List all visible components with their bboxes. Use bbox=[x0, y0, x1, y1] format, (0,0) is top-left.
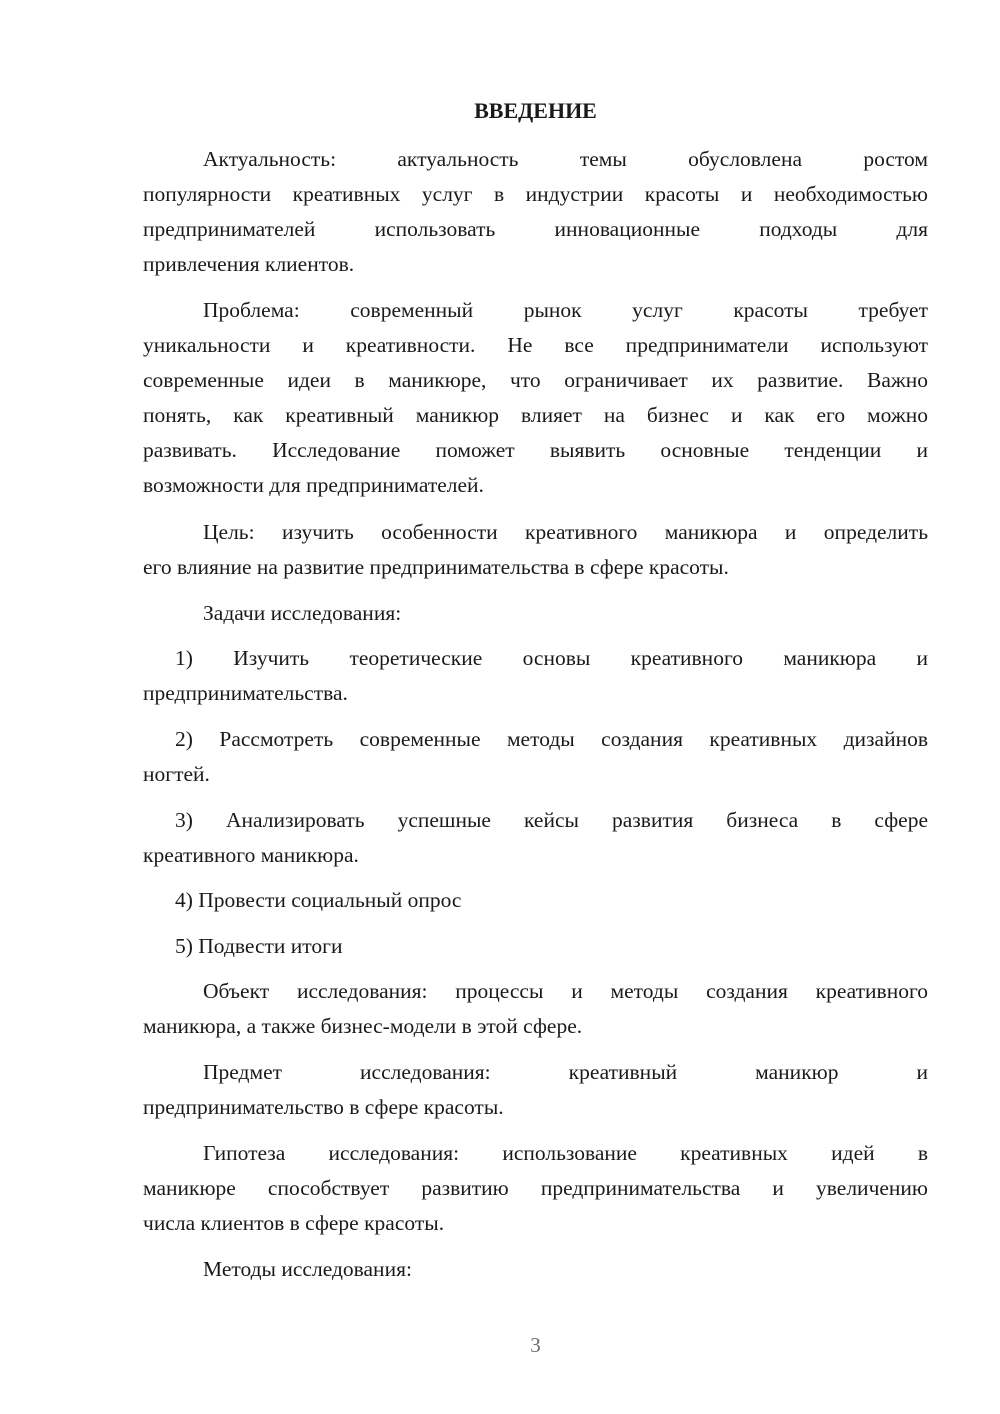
text-line: Гипотеза исследования: использование креативных идей в bbox=[203, 1141, 928, 1165]
text-line: предпринимателей использовать инновационные подходы для bbox=[143, 217, 928, 241]
paragraph-problem bbox=[143, 293, 928, 503]
text-line: маникюра, а также бизнес-модели в этой сфере. bbox=[143, 1014, 583, 1038]
paragraph-hypothesis bbox=[143, 1136, 928, 1241]
text-line: предпринимательства. bbox=[143, 681, 348, 705]
text-line: Предмет исследования: креативный маникюр и bbox=[203, 1060, 928, 1084]
task-item-3 bbox=[143, 803, 928, 873]
text-line: возможности для предпринимателей. bbox=[143, 473, 484, 497]
task-item-4 bbox=[143, 883, 928, 918]
text-line: Задачи исследования: bbox=[203, 601, 402, 625]
text-line: маникюре способствует развитию предпринимательства и увеличению bbox=[143, 1176, 928, 1200]
text-line: 1) Изучить теоретические основы креативного маникюра и bbox=[175, 646, 928, 670]
text-line: современные идеи в маникюре, что ограничивает их развитие. Важно bbox=[143, 368, 928, 392]
section-heading: ВВЕДЕНИЕ bbox=[474, 98, 597, 123]
paragraph-tasks-heading bbox=[143, 596, 928, 631]
text-line: популярности креативных услуг в индустрии красоты и необходимостью bbox=[143, 182, 928, 206]
paragraph-goal bbox=[143, 515, 928, 585]
paragraph-subject bbox=[143, 1055, 928, 1125]
text-line: Актуальность: актуальность темы обусловлена ростом bbox=[203, 147, 928, 171]
text-line: Цель: изучить особенности креативного маникюра и определить bbox=[203, 520, 928, 544]
text-line: предпринимательство в сфере красоты. bbox=[143, 1095, 504, 1119]
task-item-5 bbox=[143, 929, 928, 964]
text-line: уникальности и креативности. Не все предприниматели используют bbox=[143, 333, 928, 357]
text-line: Объект исследования: процессы и методы создания креативного bbox=[203, 979, 928, 1003]
text-line: понять, как креативный маникюр влияет на бизнес и как его можно bbox=[143, 403, 928, 427]
text-line: 4) Провести социальный опрос bbox=[175, 888, 462, 912]
page-number: 3 bbox=[530, 1333, 541, 1357]
text-line: 3) Анализировать успешные кейсы развития бизнеса в сфере bbox=[175, 808, 928, 832]
task-item-1 bbox=[143, 641, 928, 711]
text-line: его влияние на развитие предпринимательства в сфере красоты. bbox=[143, 555, 729, 579]
paragraph-methods bbox=[143, 1252, 928, 1287]
text-line: числа клиентов в сфере красоты. bbox=[143, 1211, 445, 1235]
text-line: креативного маникюра. bbox=[143, 843, 359, 867]
text-line: привлечения клиентов. bbox=[143, 252, 355, 276]
text-line: ногтей. bbox=[143, 762, 210, 786]
text-line: Методы исследования: bbox=[203, 1257, 412, 1281]
text-line: развивать. Исследование поможет выявить основные тенденции и bbox=[143, 438, 928, 462]
paragraph-object bbox=[143, 974, 928, 1044]
text-line: 5) Подвести итоги bbox=[175, 934, 343, 958]
task-item-2 bbox=[143, 722, 928, 792]
text-line: Проблема: современный рынок услуг красоты требует bbox=[203, 298, 928, 322]
text-line: 2) Рассмотреть современные методы создания креативных дизайнов bbox=[175, 727, 928, 751]
paragraph-relevance bbox=[143, 142, 928, 282]
